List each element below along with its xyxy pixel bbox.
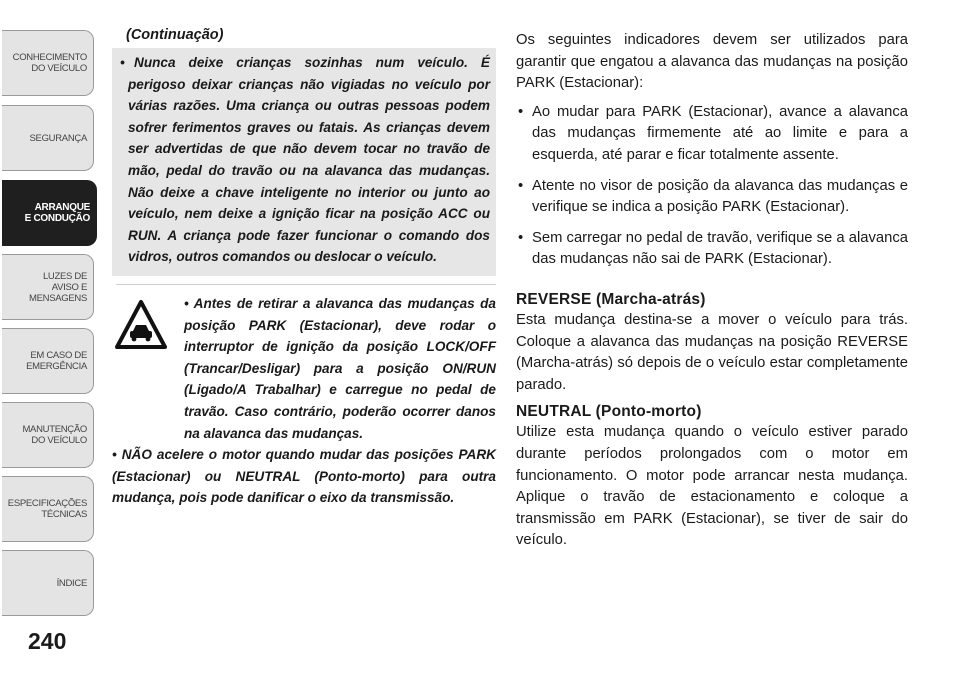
tab-label: SEGURANÇA bbox=[29, 132, 87, 144]
reverse-heading: REVERSE (Marcha-atrás) bbox=[516, 290, 706, 308]
tab-luzes[interactable] bbox=[2, 254, 94, 320]
list-item: • Sem carregar no pedal de travão, verifique se a alavanca das mudanças não sai de PARK (Estacionar). bbox=[516, 228, 908, 271]
bullet: • bbox=[120, 55, 125, 70]
tab-label: ARRANQUE E CONDUÇÃO bbox=[24, 202, 90, 224]
tab-manutencao[interactable] bbox=[2, 402, 94, 468]
indicator-list bbox=[516, 102, 908, 271]
warning-box-children bbox=[112, 48, 496, 276]
reverse-paragraph: Esta mudança destina-se a mover o veículo para trás. Coloque a alavanca das mudanças na posição REVERSE (Marcha-atrás) só depois de o veículo estar completamente parado. bbox=[516, 311, 908, 393]
warning-text: Nunca deixe crianças sozinhas num veículo. É perigoso deixar crianças não vigiadas no veículo por várias razões. Uma criança ou outras pessoas podem sofrer ferimentos graves ou fatais. As crianças devem ser advertidas de que não devem tocar no travão de mão, pedal do travão ou na alavanca das mudanças. Não deixe a chave inteligente no interior ou junto ao veículo, nem deixe a ignição ficar na posição ACC ou RUN. A criança pode fazer funcionar o comando dos vidros, outros comandos ou deslocar o veículo. bbox=[128, 55, 490, 265]
continuation-label: (Continuação) bbox=[126, 27, 224, 43]
neutral-paragraph: Utilize esta mudança quando o veículo estiver parado durante períodos prolongados com o motor em funcionamento. O motor pode arrancar nesta mudança. Aplique o travão de estacionamento e coloque a transmissão em PARK (Estacionar), se tiver de sair do veículo. bbox=[516, 424, 908, 549]
tab-especificacoes[interactable] bbox=[2, 476, 94, 542]
tab-label: ÍNDICE bbox=[56, 577, 87, 589]
tab-label: EM CASO DE EMERGÊNCIA bbox=[26, 350, 87, 372]
tab-emergencia[interactable] bbox=[2, 328, 94, 394]
tab-arranque[interactable] bbox=[2, 180, 97, 246]
tab-label: LUZES DE AVISO E MENSAGENS bbox=[28, 270, 87, 304]
tab-indice[interactable] bbox=[2, 550, 94, 616]
right-column bbox=[516, 30, 908, 552]
list-item: • Atente no visor de posição da alavanca das mudanças e verifique se indica a posição PARK (Estacionar). bbox=[516, 176, 908, 219]
neutral-heading: NEUTRAL (Ponto-morto) bbox=[516, 403, 702, 421]
left-column bbox=[112, 22, 496, 509]
tab-label: CONHECIMENTO DO VEÍCULO bbox=[12, 52, 87, 74]
tab-seguranca[interactable] bbox=[2, 105, 94, 171]
warning-item: • Antes de retirar a alavanca das mudanças da posição PARK (Estacionar), deve rodar o interruptor de ignição da posição LOCK/OFF (Trancar/Desligar) para a posição ON/RUN (Ligado/A Trabalhar) e carregue no pedal de travão. Caso contrário, poderão ocorrer danos na alavanca das mudanças. bbox=[184, 295, 496, 441]
divider bbox=[116, 284, 496, 285]
tab-conhecimento[interactable] bbox=[2, 30, 94, 96]
intro-paragraph: Os seguintes indicadores devem ser utilizados para garantir que engatou a alavanca das mudanças na posição PARK (Estacionar): bbox=[516, 32, 908, 92]
list-item: • Ao mudar para PARK (Estacionar), avance a alavanca das mudanças firmemente até ao limite e para a esquerda, até parar e ficar totalmente assente. bbox=[516, 102, 908, 167]
tab-label: MANUTENÇÃO DO VEÍCULO bbox=[22, 424, 87, 446]
tab-label: ESPECIFICAÇÕES TÉCNICAS bbox=[7, 498, 87, 520]
chapter-tabs bbox=[0, 0, 100, 678]
page-number: 240 bbox=[28, 628, 67, 654]
warning-triangle-icon bbox=[115, 299, 167, 351]
warning-box-gear bbox=[112, 293, 496, 509]
warning-item: • NÃO acelere o motor quando mudar das posições PARK (Estacionar) ou NEUTRAL (Ponto-morto) para outra mudança, pois pode danificar o eixo da transmissão. bbox=[112, 447, 496, 506]
